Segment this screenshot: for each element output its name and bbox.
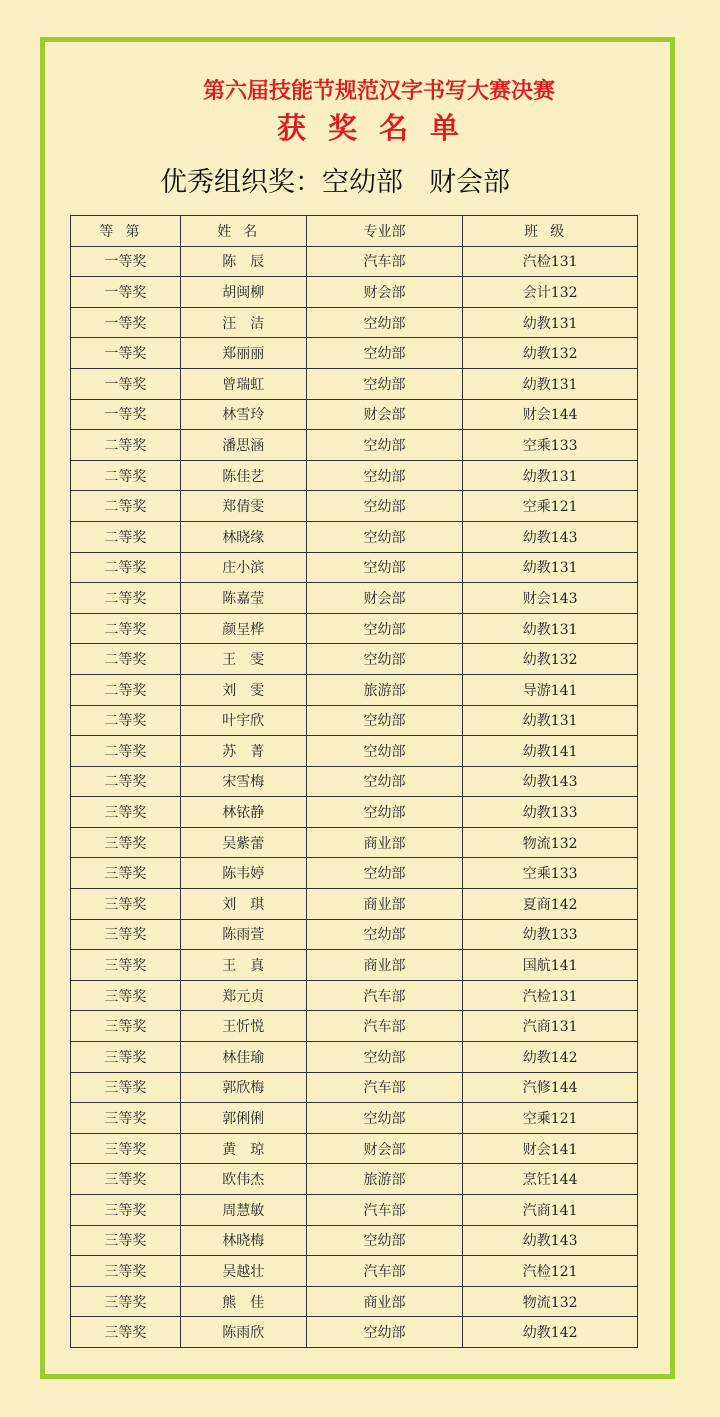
cell-class: 财会143	[463, 583, 638, 614]
table-row	[71, 1225, 638, 1256]
cell-rank: 三等奖	[71, 919, 181, 950]
cell-rank: 二等奖	[71, 583, 181, 614]
cell-rank: 三等奖	[71, 1286, 181, 1317]
cell-department: 财会部	[306, 277, 463, 308]
cell-name: 汪 洁	[180, 307, 306, 338]
cell-rank: 二等奖	[71, 430, 181, 461]
cell-class: 幼教132	[463, 644, 638, 675]
cell-name: 郑倩雯	[180, 491, 306, 522]
cell-department: 空幼部	[306, 1042, 463, 1073]
cell-department: 空幼部	[306, 491, 463, 522]
cell-name: 陈 辰	[180, 246, 306, 277]
cell-department: 汽车部	[306, 1011, 463, 1042]
cell-class: 幼教131	[463, 307, 638, 338]
cell-department: 汽车部	[306, 1256, 463, 1287]
cell-department: 财会部	[306, 399, 463, 430]
organization-award-dept-2: 财会部	[429, 167, 510, 198]
cell-rank: 三等奖	[71, 1164, 181, 1195]
cell-department: 商业部	[306, 1286, 463, 1317]
cell-class: 汽商131	[463, 1011, 638, 1042]
cell-department: 空幼部	[306, 797, 463, 828]
table-row	[71, 858, 638, 889]
cell-rank: 一等奖	[71, 399, 181, 430]
organization-award-dept-1: 空幼部	[322, 167, 403, 198]
cell-name: 林佳瑜	[180, 1042, 306, 1073]
cell-rank: 三等奖	[71, 980, 181, 1011]
cell-name: 王忻悦	[180, 1011, 306, 1042]
cell-rank: 三等奖	[71, 1011, 181, 1042]
cell-name: 胡闽柳	[180, 277, 306, 308]
cell-class: 幼教132	[463, 338, 638, 369]
cell-rank: 三等奖	[71, 1042, 181, 1073]
cell-name: 周慧敏	[180, 1195, 306, 1226]
table-row	[71, 674, 638, 705]
cell-class: 财会141	[463, 1133, 638, 1164]
cell-rank: 三等奖	[71, 797, 181, 828]
table-header-row	[71, 216, 638, 247]
cell-name: 陈佳艺	[180, 460, 306, 491]
competition-title: 第六届技能节规范汉字书写大赛决赛	[202, 79, 555, 104]
table-row	[71, 1164, 638, 1195]
table-row	[71, 919, 638, 950]
cell-department: 汽车部	[306, 246, 463, 277]
table-row	[71, 797, 638, 828]
cell-department: 财会部	[306, 583, 463, 614]
table-row	[71, 307, 638, 338]
cell-name: 曾瑞虹	[180, 368, 306, 399]
cell-rank: 二等奖	[71, 766, 181, 797]
cell-class: 幼教131	[463, 705, 638, 736]
cell-rank: 三等奖	[71, 1195, 181, 1226]
header-rank: 等第	[71, 216, 181, 247]
cell-class: 幼教143	[463, 766, 638, 797]
cell-department: 空幼部	[306, 705, 463, 736]
cell-class: 空乘121	[463, 1103, 638, 1134]
table-row	[71, 766, 638, 797]
cell-department: 商业部	[306, 827, 463, 858]
cell-name: 刘 琪	[180, 889, 306, 920]
cell-department: 财会部	[306, 1133, 463, 1164]
cell-name: 颜呈桦	[180, 613, 306, 644]
header-name: 姓名	[180, 216, 306, 247]
cell-name: 王 雯	[180, 644, 306, 675]
cell-class: 汽商141	[463, 1195, 638, 1226]
table-row	[71, 246, 638, 277]
table-row	[71, 950, 638, 981]
header-department: 专业部	[306, 216, 463, 247]
cell-class: 空乘121	[463, 491, 638, 522]
cell-department: 旅游部	[306, 1164, 463, 1195]
table-row	[71, 1042, 638, 1073]
cell-department: 空幼部	[306, 1317, 463, 1348]
cell-class: 幼教143	[463, 521, 638, 552]
cell-name: 苏 菁	[180, 736, 306, 767]
cell-rank: 二等奖	[71, 674, 181, 705]
table-row	[71, 430, 638, 461]
cell-department: 空幼部	[306, 766, 463, 797]
cell-rank: 二等奖	[71, 644, 181, 675]
cell-class: 会计132	[463, 277, 638, 308]
cell-rank: 三等奖	[71, 950, 181, 981]
table-row	[71, 1072, 638, 1103]
cell-rank: 三等奖	[71, 827, 181, 858]
table-row	[71, 460, 638, 491]
award-list-title: 获奖名单	[276, 111, 481, 145]
cell-department: 空幼部	[306, 858, 463, 889]
cell-class: 幼教142	[463, 1317, 638, 1348]
cell-rank: 一等奖	[71, 307, 181, 338]
cell-department: 空幼部	[306, 736, 463, 767]
cell-name: 潘思涵	[180, 430, 306, 461]
cell-class: 空乘133	[463, 430, 638, 461]
cell-department: 空幼部	[306, 521, 463, 552]
cell-rank: 二等奖	[71, 705, 181, 736]
cell-class: 幼教133	[463, 797, 638, 828]
table-row	[71, 827, 638, 858]
table-row	[71, 1133, 638, 1164]
cell-department: 空幼部	[306, 430, 463, 461]
cell-class: 国航141	[463, 950, 638, 981]
cell-rank: 三等奖	[71, 1072, 181, 1103]
cell-name: 王 真	[180, 950, 306, 981]
cell-class: 物流132	[463, 827, 638, 858]
table-row	[71, 613, 638, 644]
cell-class: 幼教131	[463, 368, 638, 399]
cell-name: 欧伟杰	[180, 1164, 306, 1195]
cell-name: 吴紫蕾	[180, 827, 306, 858]
cell-class: 汽检131	[463, 980, 638, 1011]
cell-class: 空乘133	[463, 858, 638, 889]
table-row	[71, 736, 638, 767]
cell-rank: 二等奖	[71, 460, 181, 491]
cell-department: 商业部	[306, 950, 463, 981]
cell-class: 幼教131	[463, 552, 638, 583]
cell-rank: 二等奖	[71, 491, 181, 522]
cell-class: 幼教131	[463, 460, 638, 491]
cell-name: 叶宇欣	[180, 705, 306, 736]
cell-class: 幼教143	[463, 1225, 638, 1256]
cell-name: 林晓梅	[180, 1225, 306, 1256]
cell-rank: 一等奖	[71, 277, 181, 308]
cell-name: 郭欣梅	[180, 1072, 306, 1103]
cell-class: 汽检131	[463, 246, 638, 277]
cell-name: 郑丽丽	[180, 338, 306, 369]
cell-name: 陈韦婷	[180, 858, 306, 889]
cell-name: 林铱静	[180, 797, 306, 828]
cell-name: 庄小滨	[180, 552, 306, 583]
cell-rank: 二等奖	[71, 613, 181, 644]
table-row	[71, 980, 638, 1011]
cell-name: 陈雨萱	[180, 919, 306, 950]
table-row	[71, 583, 638, 614]
cell-rank: 一等奖	[71, 246, 181, 277]
cell-department: 汽车部	[306, 1195, 463, 1226]
cell-name: 林晓缘	[180, 521, 306, 552]
table-row	[71, 338, 638, 369]
cell-department: 空幼部	[306, 368, 463, 399]
cell-department: 空幼部	[306, 644, 463, 675]
cell-department: 空幼部	[306, 460, 463, 491]
header-class: 班级	[463, 216, 638, 247]
cell-rank: 一等奖	[71, 368, 181, 399]
table-row	[71, 644, 638, 675]
cell-rank: 二等奖	[71, 552, 181, 583]
table-row	[71, 552, 638, 583]
table-row	[71, 889, 638, 920]
cell-rank: 一等奖	[71, 338, 181, 369]
cell-name: 吴越壮	[180, 1256, 306, 1287]
table-row	[71, 1011, 638, 1042]
cell-department: 空幼部	[306, 1225, 463, 1256]
table-body	[71, 246, 638, 1347]
cell-department: 空幼部	[306, 338, 463, 369]
cell-rank: 三等奖	[71, 1133, 181, 1164]
cell-rank: 三等奖	[71, 1103, 181, 1134]
cell-name: 刘 雯	[180, 674, 306, 705]
cell-department: 商业部	[306, 889, 463, 920]
cell-class: 导游141	[463, 674, 638, 705]
cell-rank: 三等奖	[71, 1225, 181, 1256]
cell-department: 旅游部	[306, 674, 463, 705]
table-row	[71, 1195, 638, 1226]
table-row	[71, 399, 638, 430]
cell-class: 汽修144	[463, 1072, 638, 1103]
cell-department: 汽车部	[306, 1072, 463, 1103]
table-row	[71, 368, 638, 399]
cell-department: 空幼部	[306, 613, 463, 644]
winners-table	[70, 215, 638, 1348]
table-row	[71, 1256, 638, 1287]
table-row	[71, 521, 638, 552]
cell-rank: 三等奖	[71, 889, 181, 920]
cell-class: 幼教141	[463, 736, 638, 767]
cell-name: 郑元贞	[180, 980, 306, 1011]
table-row	[71, 277, 638, 308]
cell-class: 烹饪144	[463, 1164, 638, 1195]
cell-class: 财会144	[463, 399, 638, 430]
cell-department: 空幼部	[306, 1103, 463, 1134]
cell-name: 陈嘉莹	[180, 583, 306, 614]
cell-name: 陈雨欣	[180, 1317, 306, 1348]
table-row	[71, 705, 638, 736]
table-row	[71, 1317, 638, 1348]
cell-class: 汽检121	[463, 1256, 638, 1287]
organization-award-label: 优秀组织奖：	[160, 167, 322, 198]
cell-department: 空幼部	[306, 552, 463, 583]
cell-rank: 二等奖	[71, 736, 181, 767]
cell-department: 空幼部	[306, 307, 463, 338]
cell-name: 熊 佳	[180, 1286, 306, 1317]
organization-award	[160, 160, 510, 199]
table-row	[71, 1103, 638, 1134]
cell-name: 林雪玲	[180, 399, 306, 430]
cell-class: 幼教142	[463, 1042, 638, 1073]
cell-class: 幼教133	[463, 919, 638, 950]
cell-department: 空幼部	[306, 919, 463, 950]
cell-rank: 三等奖	[71, 858, 181, 889]
cell-class: 幼教131	[463, 613, 638, 644]
table-row	[71, 1286, 638, 1317]
cell-rank: 三等奖	[71, 1317, 181, 1348]
cell-name: 郭俐俐	[180, 1103, 306, 1134]
cell-class: 夏商142	[463, 889, 638, 920]
cell-rank: 三等奖	[71, 1256, 181, 1287]
cell-name: 宋雪梅	[180, 766, 306, 797]
cell-rank: 二等奖	[71, 521, 181, 552]
cell-department: 汽车部	[306, 980, 463, 1011]
cell-name: 黄 琼	[180, 1133, 306, 1164]
cell-class: 物流132	[463, 1286, 638, 1317]
table-row	[71, 491, 638, 522]
